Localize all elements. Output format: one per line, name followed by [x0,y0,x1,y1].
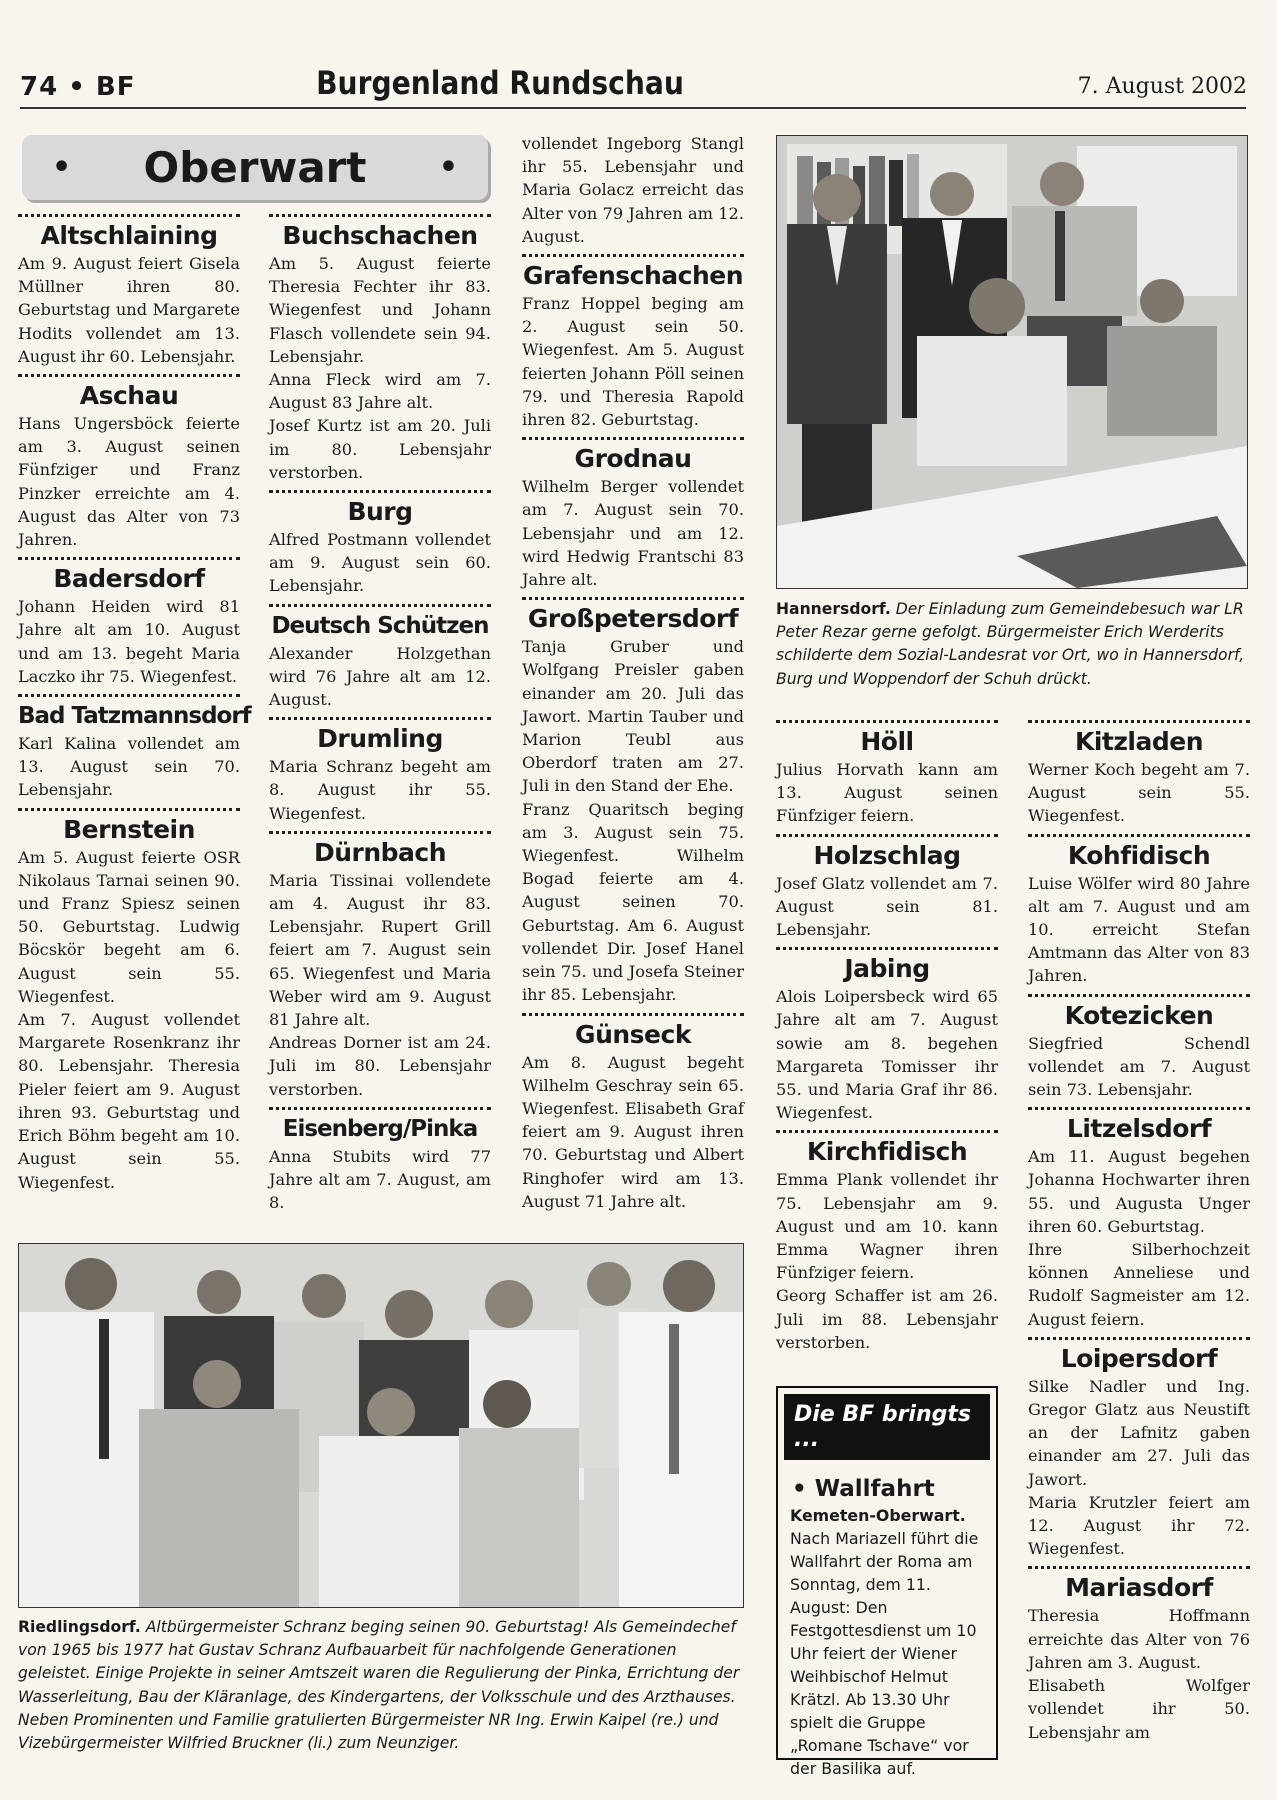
dotted-divider [18,214,240,217]
entry-text: Karl Kalina vollendet am 13. August sein 70. Lebensjahr. [18,734,240,800]
entry-text: Emma Plank vollendet ihr 75. Lebensjahr am 9. August und am 10. kann Emma Wagner ihren Fünfziger feiern. [776,1170,998,1283]
entry-text-continued: vollendet Ingeborg Stangl ihr 55. Lebensjahr und Maria Golacz erreicht das Alter von 79 Jahren am 12. August. [522,134,744,246]
place-heading: Bad Tatzmannsdorf [18,703,251,730]
dotted-divider [776,720,998,723]
place-heading: Litzelsdorf [1066,1114,1212,1144]
entry-text: Alexander Holzgethan wird 76 Jahre alt am 12. August. [269,643,491,710]
entry-kohfidisch [1028,834,1250,988]
dotted-divider [269,717,491,720]
dotted-divider [18,808,240,811]
entry-text: Anna Stubits wird 77 Jahre alt am 7. August, am 8. [269,1146,491,1213]
entry-holzschlag [776,834,998,942]
column-3 [522,132,744,1213]
entry-loipersdorf [1028,1337,1250,1561]
caption-place: Hannersdorf. [776,600,891,618]
place-heading: Altschlaining [40,221,218,250]
entry-bad-tatzmannsdorf [18,694,251,802]
entry-eisenberg-pinka [269,1107,491,1215]
dotted-divider [776,947,998,950]
entry-text: Am 7. August vollendet Margarete Rosenkranz ihr 80. Lebensjahr. Theresia Pieler feiert am 9. August ihren 93. Geburtstag und Erich Böhm begeht am 10. August sein 55. Wiegenfest. [18,1010,240,1192]
entry-text: Josef Glatz vollendet am 7. August sein 81. Lebensjahr. [776,873,998,940]
entry-grosspetersdorf [522,597,744,1006]
dotted-divider [1028,1337,1250,1340]
entry-text: Am 5. August feierte OSR Nikolaus Tarnai seinen 90. und Franz Spiesz seinen 50. Geburtstag. Ludwig Böcskör begeht am 6. August sein 55. Wiegenfest. [18,847,240,1006]
column-4 [776,714,998,1354]
dotted-divider [269,1107,491,1110]
banner-dot-right: • [438,150,458,185]
entry-jabing [776,947,998,1124]
issue-date: 7. August 2002 [1077,74,1247,99]
entry-text: Am 11. August begehen Johanna Hochwarter ihren 55. und Augusta Unger ihren 60. Geburtstag. [1028,1147,1250,1236]
entry-text: Franz Hoppel beging am 2. August sein 50. Wiegenfest. Am 5. August feierten Johann Pöll seinen 79. und Theresia Rapold ihren 82. Geburtstag. [522,294,744,430]
entry-text: Am 9. August feiert Gisela Müllner ihren 80. Geburtstag und Margarete Hodits vollendet am 13. August ihr 60. Lebensjahr. [18,254,240,366]
photo-hannersdorf-image [777,136,1247,588]
banner-dot-left: • [52,150,72,185]
entry-badersdorf [18,557,240,688]
place-heading: Drumling [317,724,443,754]
entry-text: Maria Schranz begeht am 8. August ihr 55. Wiegenfest. [269,757,491,823]
place-heading: Dürnbach [313,837,447,867]
dotted-divider [1028,834,1250,837]
dotted-divider [1028,1566,1250,1569]
entry-kirchfidisch [776,1130,998,1354]
entry-text: Alois Loipersbeck wird 65 Jahre alt am 7. August sowie am 8. begehen Margareta Tomisser ihr 55. und Maria Graf ihr 86. Wiegenfest. [776,987,998,1123]
entry-text: Silke Nadler und Ing. Gregor Glatz aus Neustift an der Lafnitz gaben einander am 27. Juli das Jawort. [1028,1376,1250,1489]
column-2 [269,208,491,1215]
photo-riedlingsdorf [18,1243,744,1608]
place-heading: Buchschachen [282,221,478,250]
dotted-divider [1028,994,1250,997]
place-heading: Kirchfidisch [806,1137,968,1167]
place-heading: Mariasdorf [1065,1573,1213,1603]
bf-bringts-box [776,1386,998,1778]
entry-text: Josef Kurtz ist am 20. Juli im 80. Lebensjahr verstorben. [269,416,491,482]
photo-hannersdorf [776,135,1248,589]
entry-hoell [776,720,998,828]
column-5 [1028,714,1250,1744]
bf-box-body [778,1504,996,1780]
dotted-divider [1028,1107,1250,1110]
newspaper-title [60,64,940,102]
place-heading: Deutsch Schützen [271,612,489,639]
place-heading: Kitzladen [1074,727,1204,756]
entry-text: Alfred Postmann vollendet am 9. August sein 60. Lebensjahr. [269,530,491,596]
entry-text: Anna Fleck wird am 7. August 83 Jahre alt. [269,370,491,413]
place-heading: Grafenschachen [522,261,744,291]
place-heading: Bernstein [63,814,195,844]
dotted-divider [1028,720,1250,723]
entry-text: Ihre Silberhochzeit können Anneliese und Rudolf Sagmeister am 12. August feiern. [1028,1240,1250,1329]
entry-burg [269,490,491,598]
dotted-divider [522,1013,744,1016]
caption-text: Altbürgermeister Schranz beging seinen 90. Geburtstag! Als Gemeindechef von 1965 bis 1977 hat Gustav Schranz Aufbauarbeit für nachfolgende Generationen geleistet. Einige Projekte in seiner Amtszeit waren die Regulierung der Pinka, Errichtung der Wasserleitung, Bau der Kläranlage, des Kindergartens, der Volksschule und des Arzthauses. Neben Prominenten und Familie gratulierten Bürgermeister NR Ing. Erwin Kaipel (re.) und Vizebürgermeister Wilfried Bruckner (li.) zum Neunziger. [18,1618,740,1753]
header-rule [20,107,1246,109]
place-heading: Großpetersdorf [527,604,739,634]
caption-place: Riedlingsdorf. [18,1618,141,1636]
dotted-divider [522,437,744,440]
photo-riedlingsdorf-image [19,1244,743,1607]
dotted-divider [776,1130,998,1133]
place-heading: Loipersdorf [1060,1343,1218,1373]
place-heading: Aschau [79,381,179,411]
place-heading: Holzschlag [813,840,961,870]
caption-riedlingsdorf [18,1616,742,1755]
caption-text: Der Einladung zum Gemeindebesuch war LR Peter Rezar gerne gefolgt. Bürgermeister Erich Werderits schilderte dem Sozial-Landesrat vor Ort, wo in Hannersdorf, Burg und Woppendorf der Schuh drückt. [776,600,1245,688]
section-banner [22,135,488,200]
entry-text: Andreas Dorner ist am 24. Juli im 80. Lebensjahr verstorben. [269,1033,491,1099]
caption-hannersdorf [776,598,1246,691]
dotted-divider [18,557,240,560]
entry-text: Elisabeth Wolfger vollendet ihr 50. Lebensjahr am [1028,1676,1250,1742]
dotted-divider [522,597,744,600]
entry-grodnau [522,437,744,591]
entry-text: Hans Ungersböck feierte am 3. August seinen Fünfziger und Franz Pinzker erreichte am 4. August das Alter von 73 Jahren. [18,414,240,550]
entry-buchschachen [269,214,491,484]
place-heading: Kotezicken [1064,1000,1214,1030]
entry-altschlaining [18,214,240,368]
entry-grafenschachen [522,254,744,431]
newspaper-title-text: Burgenland Rundschau [316,64,684,102]
entry-text: Julius Horvath kann am 13. August seinen Fünfziger feiern. [776,760,998,826]
place-heading: Höll [860,727,914,756]
dotted-divider [269,831,491,834]
place-heading: Günseck [575,1019,691,1049]
entry-litzelsdorf [1028,1107,1250,1331]
entry-mariasdorf [1028,1566,1250,1743]
entry-text: Maria Krutzler feiert am 12. August ihr 72. Wiegenfest. [1028,1492,1250,1559]
entry-text: Luise Wölfer wird 80 Jahre alt am 7. August und am 10. erreicht Stefan Amtmann das Alter von 83 Jahren. [1028,873,1250,986]
section-title: Oberwart [143,143,367,192]
page-number: 74 • BF [20,72,136,102]
entry-text: Werner Koch begeht am 7. August sein 55. Wiegenfest. [1028,760,1250,826]
bf-box-text: Nach Mariazell führt die Wallfahrt der Roma am Sonntag, dem 11. August: Den Festgottesdienst um 10 Uhr feiert der Wiener Weihbischof Helmut Krätzl. Ab 13.30 Uhr spielt die Gruppe „Romane Tschave“ vor der Basilika auf. [790,1529,979,1778]
entry-kotezicken [1028,994,1250,1102]
entry-text: Am 8. August begeht Wilhelm Geschray sein 65. Wiegenfest. Elisabeth Graf feiert am 9. August ihren 70. Geburtstag und Albert Ringhofer wird am 13. August 71 Jahre alt. [522,1052,744,1211]
entry-text: Tanja Gruber und Wolfgang Preisler gaben einander am 20. Juli das Jawort. Martin Tauber und Marion Teubl aus Oberdorf traten am 27. Juli in den Stand der Ehe. [522,637,744,796]
entry-drumling [269,717,491,825]
entry-duernbach [269,831,491,1101]
dotted-divider [18,694,240,697]
entry-text: Franz Quaritsch beging am 3. August sein 75. Wiegenfest. Wilhelm Bogad feierte am 4. August seinen 70. Geburtstag. Am 6. August vollendet Dir. Josef Hanel sein 75. und Josefa Steiner ihr 85. Lebensjahr. [522,799,744,1005]
bf-box-header: Die BF bringts ... [784,1394,990,1460]
dotted-divider [522,254,744,257]
place-heading: Burg [347,497,413,527]
entry-kitzladen [1028,720,1250,828]
entry-text: Am 5. August feierte Theresia Fechter ihr 83. Wiegenfest und Johann Flasch vollendete sein 94. Lebensjahr. [269,254,491,366]
dotted-divider [269,490,491,493]
place-heading: Grodnau [574,444,692,474]
place-heading: Eisenberg/Pinka [282,1115,478,1142]
entry-text: Maria Tissinai vollendete am 4. August ihr 83. Lebensjahr. Rupert Grill feiert am 7. August sein 65. Wiegenfest und Maria Weber wird am 9. August 81 Jahre alt. [269,870,491,1030]
place-heading: Kohfidisch [1067,840,1211,870]
entry-text: Georg Schaffer ist am 26. Juli im 88. Lebensjahr verstorben. [776,1286,998,1352]
dotted-divider [776,834,998,837]
place-heading: Badersdorf [53,564,205,594]
entry-deutsch-schuetzen [269,604,491,712]
bf-box-subhead: • Wallfahrt [792,1476,935,1502]
entry-aschau [18,374,240,551]
dotted-divider [18,374,240,377]
bf-box-place: Kemeten-Oberwart. [790,1506,966,1525]
entry-guenseck [522,1013,744,1213]
entry-text: Siegfried Schendl vollendet am 7. August sein 73. Lebensjahr. [1028,1033,1250,1100]
place-heading: Jabing [844,954,930,984]
column-1 [18,208,251,1194]
dotted-divider [269,604,491,607]
entry-text: Wilhelm Berger vollendet am 7. August sein 70. Lebensjahr und am 12. wird Hedwig Frantschi 83 Jahre alt. [522,477,744,590]
entry-text: Johann Heiden wird 81 Jahre alt am 10. August und am 13. begeht Maria Laczko ihr 75. Wiegenfest. [18,597,240,686]
entry-bernstein [18,808,240,1194]
entry-text: Theresia Hoffmann erreichte das Alter von 76 Jahren am 3. August. [1028,1606,1250,1672]
dotted-divider [269,214,491,217]
